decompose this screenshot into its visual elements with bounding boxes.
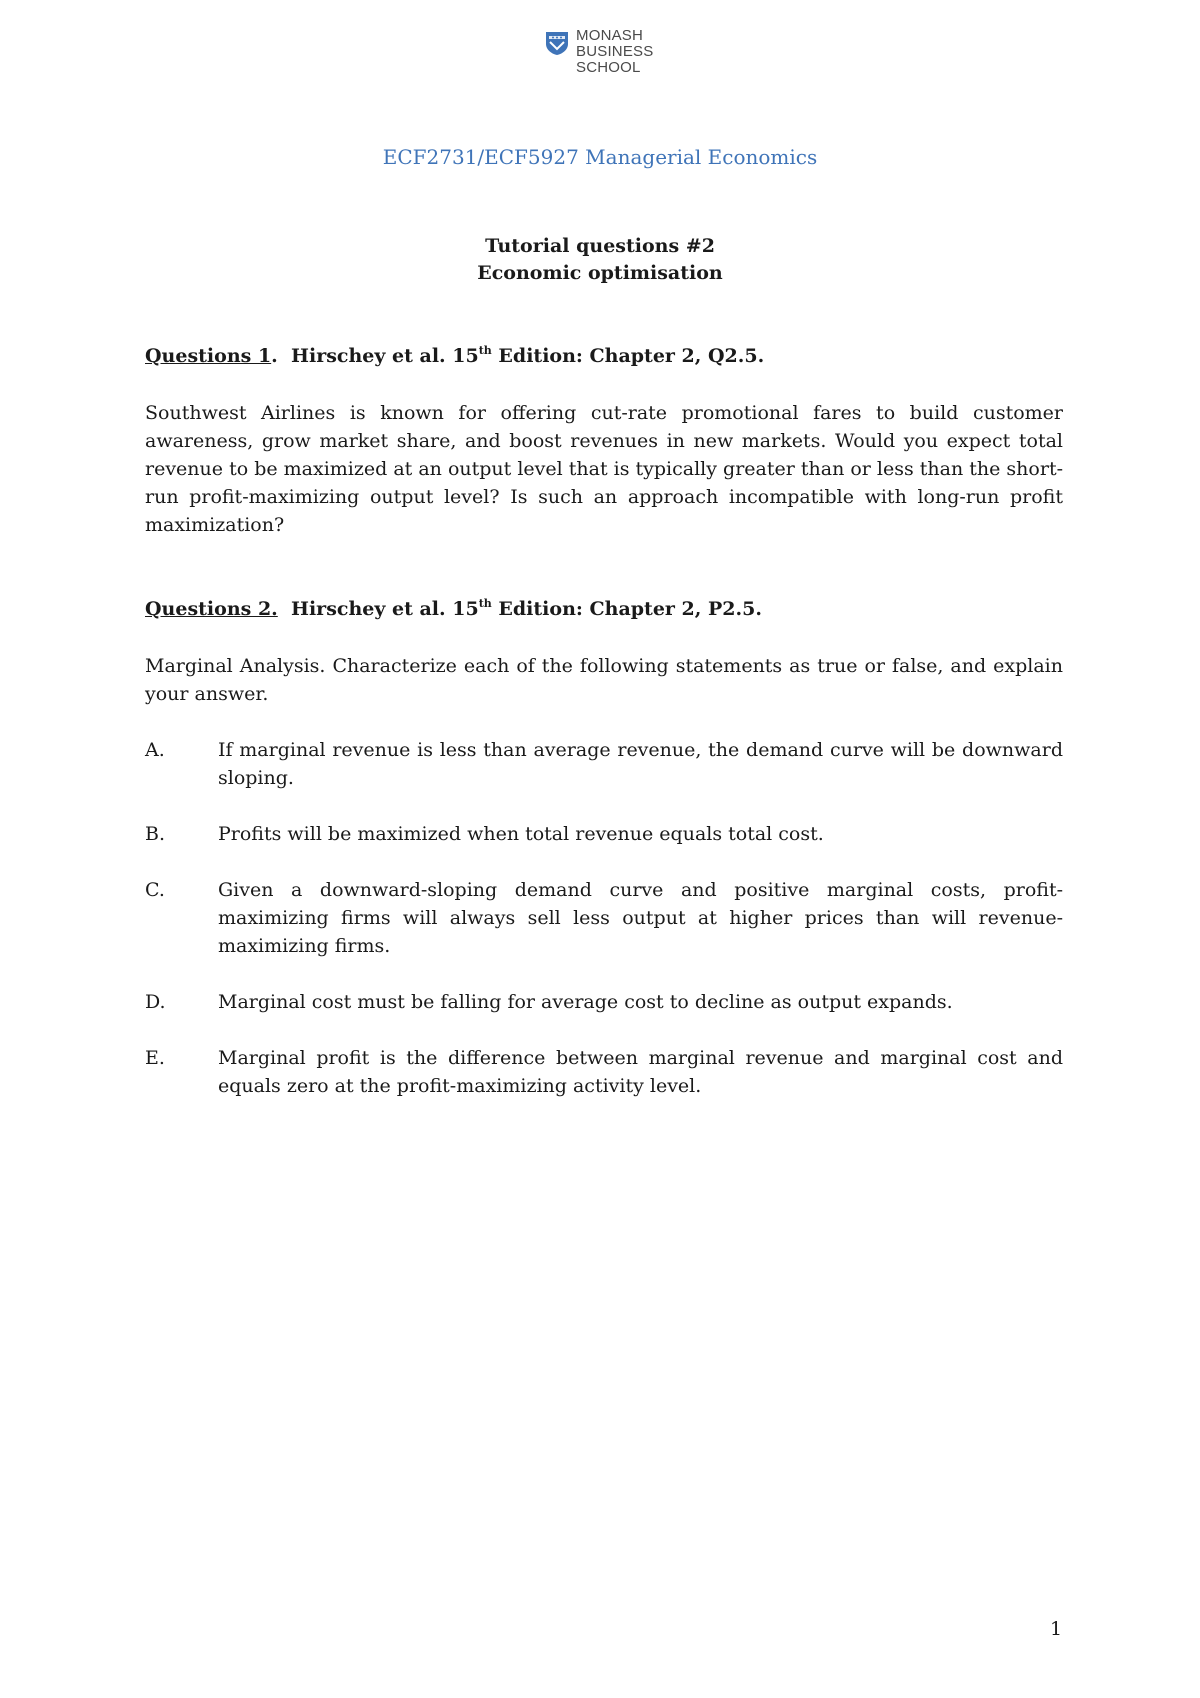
monash-business-school-logo (544, 28, 674, 82)
question-1-ref-sup: th (478, 344, 492, 357)
tutorial-title (0, 233, 1200, 287)
statement-text: Given a downward-sloping demand curve and positive marginal costs, profit-maximizing firms will always sell less output at higher prices than will revenue-maximizing firms. (218, 879, 1063, 957)
question-1-heading (145, 345, 764, 367)
question-2-ref-sup: th (478, 597, 492, 610)
statement-letter: C. (145, 879, 165, 901)
question-2-ref-text: Hirschey et al. 15 (291, 598, 479, 620)
logo-line-3: SCHOOL (576, 59, 641, 76)
statement-text: Marginal profit is the difference between marginal revenue and marginal cost and equals zero at the profit-maximizing activity level. (218, 1047, 1063, 1097)
question-1-label-suffix: . (271, 345, 278, 367)
statement-text: Profits will be maximized when total revenue equals total cost. (218, 823, 824, 845)
page-number: 1 (1050, 1618, 1063, 1640)
question-1-ref-text: Hirschey et al. 15 (291, 345, 479, 367)
logo-wordmark (576, 28, 653, 76)
tutorial-title-line-1: Tutorial questions #2 (485, 235, 715, 257)
statement-letter: A. (145, 739, 165, 761)
question-1-body: Southwest Airlines is known for offering cut-rate promotional fares to build customer awareness, grow market share, and boost revenues in new markets. Would you expect total revenue to be maximized at an output level that is typically greater than or less than the short-run profit-maximizing output level? Is such an approach incompatible with long-run profit maximization? (145, 402, 1063, 536)
question-1-label: Questions 1 (145, 345, 272, 367)
question-2-ref-edition: Edition: Chapter 2, P2.5. (491, 598, 762, 620)
course-title: ECF2731/ECF5927 Managerial Economics (382, 145, 818, 169)
monash-crest-icon (544, 30, 570, 56)
question-1-ref (291, 345, 764, 367)
statement-letter: D. (145, 991, 166, 1013)
question-2-label: Questions 2. (145, 598, 278, 620)
question-2-ref (291, 598, 762, 620)
statement-letter: B. (145, 823, 166, 845)
question-2-intro: Marginal Analysis. Characterize each of the following statements as true or false, and explain your answer. (145, 655, 1063, 705)
statement-text: If marginal revenue is less than average revenue, the demand curve will be downward sloping. (218, 739, 1063, 789)
question-1-ref-edition: Edition: Chapter 2, Q2.5. (491, 345, 765, 367)
statement-letter: E. (145, 1047, 165, 1069)
logo-line-2: BUSINESS (576, 43, 654, 60)
tutorial-title-line-2: Economic optimisation (477, 262, 723, 284)
logo-line-1: MONASH (576, 27, 644, 44)
statement-text: Marginal cost must be falling for average cost to decline as output expands. (218, 991, 953, 1013)
question-2-heading (145, 598, 762, 620)
